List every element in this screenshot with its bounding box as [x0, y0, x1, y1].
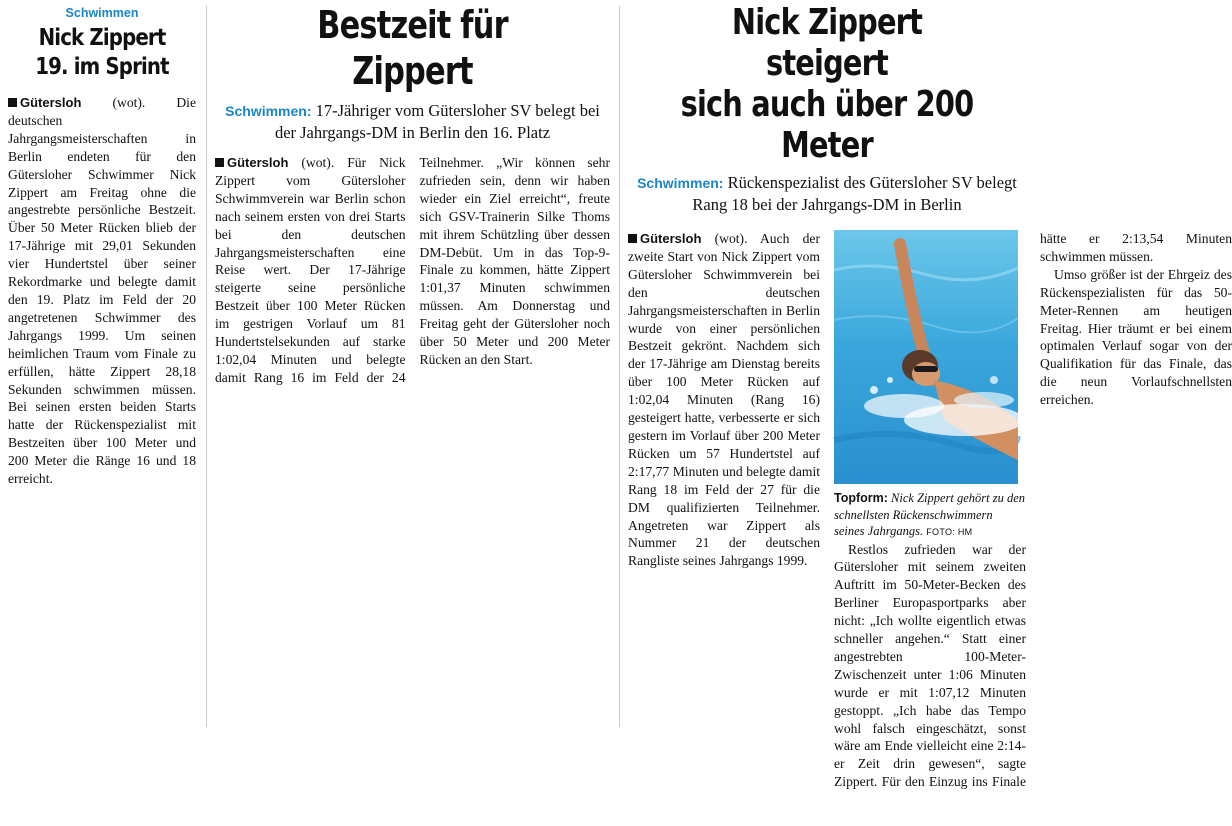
subheadline — [215, 100, 610, 144]
headline-line-2: 19. im Sprint — [35, 54, 169, 80]
article-body — [628, 230, 1232, 826]
photo-figure — [834, 230, 1026, 541]
article-sprint — [8, 0, 196, 733]
body-paragraph-3: Umso größer ist der Ehrgeiz des Rückenspezialisten für das 50-Meter-Rennen am heutigen Freitag. Hier träumt er bei einem optimalen Verlauf sogar von der Qualifikation für das Finale, das die neun Vorlaufschnellsten erreichen. — [1040, 266, 1232, 408]
subheadline — [628, 172, 1026, 216]
article-body — [8, 94, 196, 488]
column-divider — [619, 6, 620, 727]
headline-line-1: Nick Zippert steigert — [731, 2, 923, 84]
headline: Bestzeit für Zippert — [317, 3, 508, 93]
caption-label: Topform: — [834, 491, 888, 505]
article-bestzeit — [215, 0, 610, 733]
article-200m — [628, 0, 1232, 790]
section-kicker: Schwimmen — [65, 6, 139, 20]
section-kicker: Schwimmen: — [637, 175, 724, 191]
headline-line-1: Nick Zippert — [38, 25, 166, 51]
square-bullet-icon — [8, 98, 17, 107]
article-body — [215, 154, 610, 390]
subheadline-text: 17-Jähriger vom Gütersloher SV belegt bei der Jahrgangs-DM in Berlin den 16. Platz — [274, 101, 600, 142]
square-bullet-icon — [628, 234, 637, 243]
column-divider — [206, 6, 207, 727]
headline — [21, 24, 183, 82]
caption-text: Nick Zippert gehört zu den schnellsten Rückenschwimmern seines Jahrgangs. — [834, 491, 1026, 538]
body-text: (wot). Die deutschen Jahrgangsmeisterschaften in Berlin endeten für den Gütersloher Schwimmer Nick Zippert am Freitag ohne die angestrebte persönliche Bestzeit. Über 50 Meter Rücken blieb der 17-Jährige mit 29,01 Sekunden vier Hundertstel über seiner Rekordmarke und belegte damit den 19. Platz im Feld der 20 angetretenen Schwimmer des Jahrgangs 1999. Um seinen heimlichen Traum vom Finale zu erfüllen, hätte Zippert 28,18 Sekunden schwimmen müssen. Bei seinen ersten beiden Starts hatte der Rückenspezialist mit Bestzeiten über 100 Meter und 200 Meter die Ränge 16 und 18 erreicht. — [8, 95, 196, 487]
body-text: (wot). Auch der zweite Start von Nick Zippert vom Gütersloher Schwimmverein bei den deutschen Jahrgangsmeisterschaften in Berlin wurde von einer persönlichen Bestzeit gekrönt. Nachdem sich der 17-Jährige am Dienstag bereits über 100 Meter Rücken auf 1:02,04 Minuten (Rang 16) gesteigert hatte, verbesserte er sich gestern im Vorlauf über 200 Meter Rücken um 57 Hundertstel auf 2:17,77 Minuten und belegte damit Rang 18 im Feld der 27 für die DM qualifizierten Teilnehmer. Angetreten war Zippert als Nummer 21 der deutschen Rangliste seines Jahrgangs 1999. — [628, 231, 820, 569]
dateline: Gütersloh — [20, 95, 82, 110]
dateline: Gütersloh — [640, 231, 702, 246]
headline — [668, 2, 986, 166]
body-paragraph-2: Restlos zufrieden war der Gütersloher mit seinem zweiten Auftritt im 50-Meter-Becken des Berliner Europasportparks aber nicht: „Ich wollte eigentlich etwas schneller angehen.“ Statt einer angestrebten 100-Meter-Zwischenzeit unter 1:06 Minuten wurde er mit 1:07,12 Minuten gestoppt. „Ich habe das Tempo wohl falsch eingeschätzt, sonst wäre am Ende vielleicht eine 2:14-er Zeit drin gewesen“, sagte Zippert. Für den Einzug ins Finale hätte er 2:13,54 Minuten schwimmen müssen. — [834, 231, 1232, 790]
swimmer-illustration — [834, 230, 1018, 484]
body-text: (wot). Für Nick Zippert vom Gütersloher Schwimmverein war Berlin schon nach seinem ersten von drei Starts bei den deutschen Jahrgangsmeisterschaften eine Reise wert. Der 17-Jährige steigerte seine persönliche Bestzeit über 100 Meter Rücken im gestrigen Vorlauf um 81 Hundertstelsekunden auf starke 1:02,04 Minuten und belegte damit Rang 16 im Feld der 24 Teilnehmer. „Wir können sehr zufrieden sein, denn wir haben wieder ein Ziel erreicht“, freute sich GSV-Trainerin Silke Thoms mit ihrem Schützling über dessen DM-Debüt. Um in das Top-9-Finale zu kommen, hätte Zippert 1:01,37 Minuten schwimmen müssen. Am Donnerstag und Freitag geht der Gütersloher noch über 50 Meter und 200 Meter Rücken an den Start. — [215, 155, 610, 385]
dateline: Gütersloh — [227, 155, 289, 170]
swimmer-photo — [834, 230, 1018, 484]
headline-line-2: sich auch über 200 Meter — [680, 84, 974, 166]
photo-credit: FOTO: HM — [926, 527, 973, 537]
subheadline-text: Rückenspezialist des Gütersloher SV belegt Rang 18 bei der Jahrgangs-DM in Berlin — [692, 173, 1017, 214]
square-bullet-icon — [215, 158, 224, 167]
photo-caption — [834, 490, 1026, 541]
section-kicker: Schwimmen: — [225, 103, 312, 119]
